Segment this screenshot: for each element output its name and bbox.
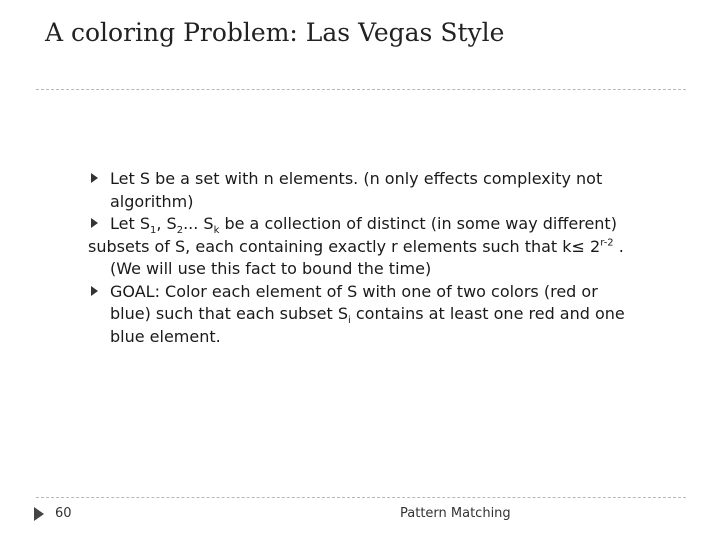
text-run: . — [613, 236, 624, 256]
footer-triangle-icon — [34, 507, 44, 521]
bullet-line — [110, 303, 668, 326]
subscript: 1 — [150, 225, 157, 237]
bullet-line — [88, 236, 668, 259]
bullet-line: (We will use this fact to bound the time) — [110, 259, 432, 278]
bullet-subsets-definition — [88, 213, 668, 281]
text-run: blue) such that each subset S — [110, 304, 348, 323]
bullet-set-definition — [88, 168, 668, 213]
subscript: k — [213, 225, 220, 237]
bullet-line: Let S be a set with n elements. (n only effects complexity not — [110, 169, 603, 188]
subscript: 2 — [176, 225, 184, 237]
text-run: Let S — [110, 214, 150, 233]
title-divider — [36, 89, 686, 90]
page-number: 60 — [55, 506, 72, 521]
bullet-line: blue element. — [110, 326, 221, 346]
text-run: ... S — [183, 214, 214, 233]
bullet-line: GOAL: Color each element of S with one of two colors (red or — [110, 281, 598, 301]
triangle-bullet-icon — [91, 218, 98, 228]
triangle-bullet-icon — [91, 286, 98, 296]
text-run: , S — [156, 214, 177, 233]
slide-content — [88, 168, 668, 348]
text-run: subsets of S, each containing exactly r elements such that k≤ 2 — [88, 236, 601, 256]
slide-title: A coloring Problem: Las Vegas Style — [45, 18, 505, 47]
footer-title: Pattern Matching — [400, 506, 511, 521]
footer-divider — [36, 497, 686, 498]
text-run: be a collection of distinct (in some way different) — [219, 214, 617, 233]
subscript: i — [348, 315, 351, 327]
bullet-line: algorithm) — [110, 191, 194, 211]
bullet-line — [110, 213, 668, 236]
bullet-goal — [88, 281, 668, 349]
superscript: r-2 — [600, 237, 614, 249]
text-run: contains at least one red and one — [350, 304, 625, 323]
triangle-bullet-icon — [91, 173, 98, 183]
